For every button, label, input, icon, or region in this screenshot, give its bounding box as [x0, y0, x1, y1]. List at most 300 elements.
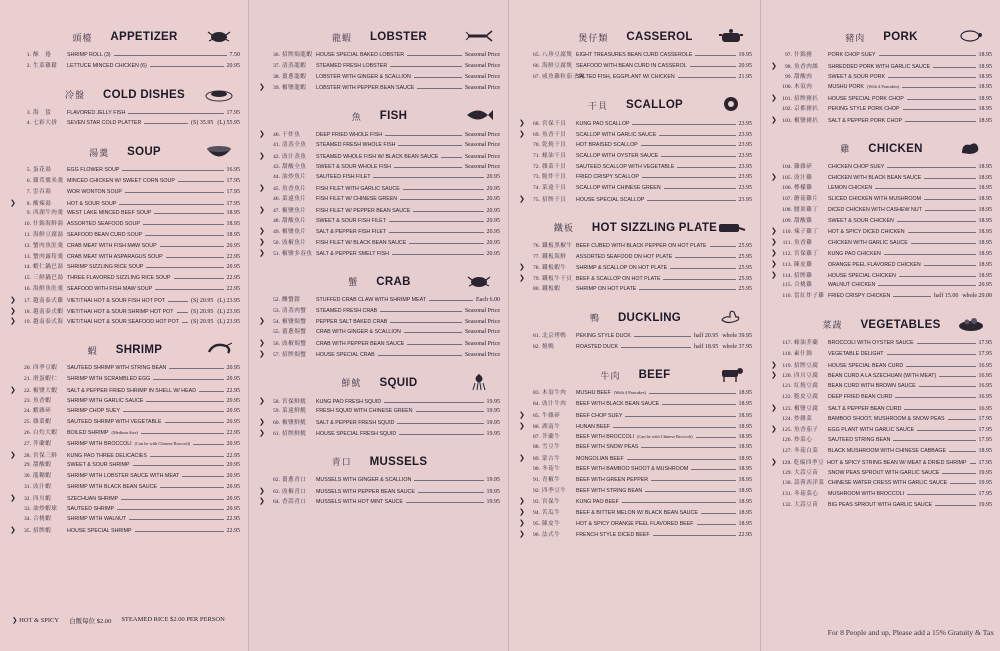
pepper-icon: ❯: [259, 238, 265, 247]
item-name-cn: 龍糊蝦: [33, 473, 52, 480]
menu-item: [259, 205, 500, 216]
menu-item: [519, 453, 752, 464]
item-name-cn: 冬菇菜心: [794, 491, 819, 498]
item-price: 18.95: [978, 63, 992, 70]
item-name-cn: 椒鹽鮮魷: [282, 420, 307, 427]
item-price: 18.95: [978, 229, 992, 236]
item-name-cn: 芥蘭蝦: [33, 440, 52, 447]
item-name-cn: 雜菜蝦: [33, 419, 52, 426]
item-name: STEAMED FRESH WHOLE FISH: [316, 141, 396, 148]
item-number: 12.: [24, 242, 31, 249]
item-price: 20.95: [226, 462, 240, 469]
item-name: FRESH SQUID WITH CHINESE GREEN: [316, 408, 413, 415]
item-price: 18.95: [738, 476, 752, 483]
menu-item: [10, 417, 240, 428]
item-name: SHRIMP & SCALLOP ON HOT PLATE: [576, 265, 668, 272]
item-name: SALT & PEPPER FRESH SQUID: [316, 420, 395, 427]
item-number: 31.: [24, 483, 31, 490]
item-name-cn: 滑蛋蝦仁: [33, 375, 58, 382]
item-name: CRAB WITH PEPPER BEAN SAUCE: [316, 340, 405, 347]
leader-line: [166, 252, 224, 258]
section-header: [259, 271, 500, 293]
item-price: 18.95: [738, 444, 752, 451]
item-number: 9.: [26, 210, 31, 217]
item-price-large: (L) 23.95: [217, 297, 240, 304]
item-number: 122.: [782, 393, 792, 400]
rice-price-cn: 白飯每位 $2.00: [69, 618, 112, 625]
item-name-cn: 當紅炸子雞: [794, 293, 825, 300]
item-name: CHICKEN WITH GARLIC SAUCE: [828, 240, 908, 247]
item-price: 19.95: [978, 501, 992, 508]
menu-item: [771, 72, 992, 83]
section-header: [771, 138, 992, 160]
menu-item: [259, 129, 500, 140]
item-number: 119.: [782, 362, 792, 369]
pepper-icon: ❯: [519, 410, 525, 419]
item-name-cn: 雲吞湯: [33, 188, 52, 195]
menu-item: [10, 176, 240, 187]
menu-item: [519, 194, 752, 205]
item-price: 22.95: [226, 516, 240, 523]
leader-line: [150, 61, 224, 67]
pepper-icon: ❯: [771, 238, 777, 247]
item-number: 106.: [782, 185, 792, 192]
item-price: 16.95: [978, 362, 992, 369]
section-title-cn: 頭檯: [72, 32, 93, 43]
item-name-cn: 腰果雞丁: [794, 206, 819, 213]
leader-line: [380, 306, 462, 312]
pepper-icon: ❯: [259, 428, 265, 437]
menu-item: [259, 486, 500, 497]
section-header: [771, 314, 992, 336]
menu-section: [519, 94, 752, 204]
item-name: HOUSE SPECIAL SCALLOP: [576, 196, 645, 203]
leader-line: [389, 227, 483, 233]
item-name: FRIED CRISPY CHICKEN: [828, 293, 891, 300]
item-number: 28.: [24, 452, 31, 459]
item-number: 58.: [273, 398, 280, 405]
item-number: 120.: [782, 373, 792, 380]
fish-icon: [464, 106, 494, 124]
item-name: SHRIMP CHOP SUEY: [67, 408, 121, 415]
item-name: HOUSE SPECIAL SHRIMP: [67, 528, 132, 535]
pepper-icon: ❯: [10, 493, 16, 502]
item-name-cn: 湖南牛: [542, 423, 561, 430]
leader-line: [917, 425, 975, 431]
item-price: 16.95: [978, 393, 992, 400]
leader-line: [392, 249, 484, 255]
item-price: Seasonal Price: [464, 153, 500, 160]
pepper-icon: ❯: [10, 198, 16, 207]
item-name-cn: 清蒸龍蝦: [282, 62, 307, 69]
menu-item: [519, 464, 752, 475]
item-name: SHRIMP WITH BLACK BEAN SAUCE: [67, 483, 157, 490]
leader-line: [135, 526, 224, 532]
leader-line: [373, 172, 483, 178]
item-number: 14.: [24, 264, 31, 271]
item-number: 103.: [782, 117, 792, 124]
item-price: 16.95: [978, 383, 992, 390]
item-number: 53.: [273, 307, 280, 314]
item-name: STEAMED FRESH LOBSTER: [316, 62, 388, 69]
leader-line: [639, 284, 735, 290]
item-number: 117.: [782, 339, 792, 346]
item-name: CRAB MEAT WITH ASPARAGUS SOUP: [67, 253, 163, 260]
item-price: 16.95: [978, 405, 992, 412]
item-number: 88.: [533, 444, 540, 451]
item-name-cn: 越南泰式蝦: [33, 308, 64, 315]
item-name-cn: 薑蔥焗蟹: [282, 329, 307, 336]
menu-item: [771, 457, 992, 468]
item-number: 100.: [782, 84, 792, 91]
shell-icon: [716, 95, 746, 113]
item-number: 83.: [533, 390, 540, 397]
item-name: BAMBOO SHOOT, MUSHROOM & SNOW PEAS: [828, 415, 945, 422]
item-price: 18.95: [738, 520, 752, 527]
pepper-icon: ❯: [771, 227, 777, 236]
item-name-cn: 鐵板黑椒牛: [542, 242, 573, 249]
item-price-large: whole 37.95: [722, 343, 752, 350]
item-name-cn: 雞茸粟米羹: [33, 177, 64, 184]
item-number: 42.: [273, 153, 280, 160]
leader-line: [416, 406, 484, 412]
item-price: 23.95: [738, 185, 752, 192]
item-price: 23.95: [738, 141, 752, 148]
item-number: 125.: [782, 427, 792, 434]
leader-line: [675, 252, 735, 258]
item-number: 89.: [533, 456, 540, 463]
leader-line: [178, 176, 224, 182]
item-price: 7.50: [229, 52, 240, 58]
leader-line: [414, 72, 462, 78]
item-price: half 18.95: [694, 343, 719, 350]
item-price: 17.95: [978, 350, 992, 357]
menu-section: [519, 307, 752, 353]
item-price-large: (L) 55.95: [217, 120, 240, 127]
leader-line: [908, 227, 976, 233]
item-name: KUNG PAO SCALLOP: [576, 121, 630, 128]
item-name: EGG PLANT WITH GARLIC SAUCE: [828, 427, 915, 434]
item-name-cn: 蝦仁鍋巴湯: [33, 264, 64, 271]
menu-item: [10, 118, 240, 129]
item-name-cn: 七彩大拼: [33, 120, 58, 127]
item-number: 130.: [782, 480, 792, 487]
item-name-cn: 八珍豆腐煲: [542, 52, 573, 58]
leader-line: [942, 468, 975, 474]
item-price: 25.95: [738, 285, 752, 292]
item-price: 22.95: [226, 528, 240, 535]
leader-line: [897, 216, 976, 222]
menu-item: [259, 428, 500, 439]
menu-section: [10, 84, 240, 130]
item-number: 36.: [273, 52, 280, 58]
item-name-cn: 招牌焗蟹: [282, 351, 307, 358]
item-price: 18.95: [978, 117, 992, 124]
item-price: 19.95: [978, 480, 992, 487]
item-number: 91.: [533, 476, 540, 483]
item-number: 94.: [533, 510, 540, 517]
leader-line: [406, 497, 484, 503]
menu-item: [10, 471, 240, 482]
item-price: 22.95: [226, 387, 240, 394]
pepper-icon: ❯: [519, 454, 525, 463]
item-name-cn: 鐵板海鮮: [542, 253, 567, 260]
pepper-icon: ❯: [259, 83, 265, 92]
item-name: SNOW PEAS SPROUT WITH GARLIC SAUCE: [828, 469, 940, 476]
item-price: 18.95: [978, 84, 992, 91]
section-header: [519, 217, 752, 239]
menu-item: [10, 363, 240, 374]
leader-line: [389, 216, 484, 222]
leader-line: [182, 471, 223, 477]
item-price: 17.95: [978, 459, 992, 466]
item-name-cn: 干炸魚: [282, 132, 301, 139]
item-name-cn: 乾燒干貝: [542, 141, 567, 148]
section-title: COLD DISHES: [103, 88, 185, 101]
item-number: 6.: [26, 177, 31, 184]
item-name: BEEF CUBED WITH BLACK PEPPER ON HOT PLATE: [576, 242, 707, 249]
item-price: 18.95: [738, 433, 752, 440]
leader-line: [917, 338, 976, 344]
item-number: 34.: [24, 516, 31, 523]
item-name-cn: 辣子雞丁: [794, 229, 819, 236]
item-number: 123.: [782, 405, 792, 412]
item-number: 45.: [273, 186, 280, 193]
item-price: 18.95: [978, 240, 992, 247]
item-number: 26.: [24, 429, 31, 436]
item-name-cn: 木須肉: [794, 84, 813, 91]
item-price: 20.95: [486, 240, 500, 247]
item-price: 16.95: [978, 373, 992, 380]
leader-line: [154, 208, 223, 214]
menu-item: [10, 50, 240, 61]
leader-line: [895, 392, 975, 398]
item-name: STEAMED WHOLE FISH W/ BLACK BEAN SAUCE: [316, 153, 439, 160]
menu-item: [10, 374, 240, 385]
item-name-cn: 蟹肉露筍羹: [33, 253, 64, 260]
item-name: FISH FILET W/ BLACK BEAN SAUCE: [316, 240, 407, 247]
leader-line: [622, 497, 736, 503]
item-price: 18.95: [738, 510, 752, 517]
item-number: 7.: [26, 188, 31, 195]
leader-line: [899, 271, 976, 277]
item-name-cn: 海鮮豆腐湯: [33, 231, 64, 238]
item-number: 129.: [782, 469, 792, 476]
menu-item: [259, 496, 500, 507]
leader-line: [160, 482, 224, 488]
item-name: BEEF WITH STRING BEAN: [576, 487, 643, 494]
item-number: 49.: [273, 229, 280, 236]
leader-line: [199, 386, 223, 392]
section-title-cn: 蟹: [348, 277, 359, 288]
item-price: 19.95: [486, 499, 500, 506]
section-title-cn: 鴨: [589, 313, 600, 324]
menu-item: [259, 406, 500, 417]
item-number: 98.: [785, 63, 792, 70]
item-price: 19.95: [978, 469, 992, 476]
item-price: Seasonal Price: [464, 141, 500, 148]
item-price: 18.95: [978, 96, 992, 103]
bowl-icon: [204, 142, 234, 160]
pepper-icon: ❯: [771, 173, 777, 182]
item-name-cn: 四季豆牛: [542, 487, 567, 494]
item-name: BEEF WITH BLACK BEAN SAUCE: [576, 401, 660, 408]
section-header: [259, 372, 500, 394]
menu-item: [771, 216, 992, 227]
item-number: 48.: [273, 217, 280, 224]
item-price: 20.95: [738, 62, 752, 69]
menu-item: [10, 406, 240, 417]
menu-item: [771, 115, 992, 126]
item-number: 95.: [533, 520, 540, 527]
pepper-icon: ❯: [519, 274, 525, 283]
item-name: CHINESE WATER CRESS WITH GARLIC SAUCE: [828, 480, 948, 487]
leader-line: [621, 342, 691, 348]
menu-item: [10, 108, 240, 119]
leader-line: [174, 273, 224, 279]
menu-item: [771, 237, 992, 248]
pepper-icon: ❯: [771, 360, 777, 369]
item-name-cn: 青椒牛: [542, 476, 561, 483]
menu-item: [519, 252, 752, 263]
menu-item: [519, 151, 752, 162]
item-number: 90.: [533, 465, 540, 472]
item-price: 19.95: [486, 430, 500, 437]
item-name: SCALLOP WITH OYSTER SAUCE: [576, 152, 659, 159]
item-name-cn: 四川豆腐: [794, 373, 819, 380]
leader-line: [641, 140, 736, 146]
pepper-icon: ❯: [259, 497, 265, 506]
leader-line: [670, 263, 735, 269]
menu-item: [259, 248, 500, 259]
pepper-icon: ❯: [259, 349, 265, 358]
item-number: 37.: [273, 62, 280, 69]
menu-item: [519, 518, 752, 529]
item-name-cn: 豉椒青口: [282, 488, 307, 495]
pepper-icon: ❯: [519, 421, 525, 430]
item-number: 128.: [781, 459, 792, 466]
item-name-cn: 清蒸全魚: [282, 141, 307, 148]
item-name-cn: 酸辣湯: [33, 200, 52, 207]
item-name-cn: 雪豆牛: [542, 444, 561, 451]
item-price: 17.95: [226, 200, 240, 207]
leader-line: [645, 486, 735, 492]
lobster-icon: [464, 27, 494, 45]
item-name-cn: 魚香雞: [794, 240, 813, 247]
item-price: 20.95: [226, 440, 240, 447]
item-name-cn: 酥 捲: [33, 52, 52, 58]
menu-item: [10, 295, 240, 306]
item-name-cn: 脆皮豆腐: [794, 393, 819, 400]
item-number: 20.: [24, 365, 31, 372]
menu-item: [519, 262, 752, 273]
item-name-cn: 招牌豆腐: [794, 362, 819, 369]
section-title: SOUP: [127, 146, 161, 159]
item-price: (S) 20.95: [190, 308, 214, 315]
menu-item: [519, 388, 752, 399]
item-price: Each 6.00: [476, 296, 500, 303]
section-header: [519, 364, 752, 386]
item-price: 22.95: [226, 275, 240, 282]
menu-item: [519, 432, 752, 443]
item-name-cn: 海鮮豆腐煲: [542, 62, 573, 69]
item-price: 18.95: [978, 195, 992, 202]
item-name: HOT & SOUR SOUP: [67, 200, 117, 207]
menu-item: [259, 338, 500, 349]
leader-line: [123, 406, 223, 412]
item-name: ASSORTED SEAFOOD ON HOT PLATE: [576, 253, 673, 260]
item-name-cn: 苦瓜牛: [542, 510, 561, 517]
menu-item: [10, 514, 240, 525]
pot-icon: [716, 27, 746, 45]
shrimp-icon: [204, 340, 234, 358]
leader-line: [696, 432, 736, 438]
item-price: 25.95: [738, 265, 752, 272]
leader-line: [907, 94, 976, 100]
leader-line: [414, 475, 483, 481]
section-title-cn: 冷盤: [65, 90, 86, 101]
section-header: [519, 307, 752, 329]
item-number: 66.: [533, 62, 540, 69]
menu-section: [10, 141, 240, 327]
item-number: 3.: [26, 109, 31, 116]
menu-item: [259, 226, 500, 237]
item-name-cn: 椒鹽豆腐: [794, 405, 819, 412]
item-price: Seasonal Price: [464, 307, 500, 314]
menu-item: [771, 194, 992, 205]
gratuity-notice: For 8 People and up, Please add a 15% Gratuity & Tax: [827, 628, 994, 637]
pepper-icon: ❯: [259, 184, 265, 193]
item-name-cn: 椒鹽魚片: [282, 207, 307, 214]
leader-line: [948, 414, 976, 420]
section-title-cn: 牛肉: [600, 370, 621, 381]
pepper-icon: ❯: [771, 270, 777, 279]
menu-item: [259, 295, 500, 306]
item-price: 20.95: [226, 483, 240, 490]
item-name: MUSSELS WITH HOT MINT SAUCE: [316, 499, 403, 506]
leader-line: [710, 241, 736, 247]
item-price: Seasonal Price: [464, 329, 500, 336]
item-number: 43.: [273, 163, 280, 170]
item-name: CRAB MEAT WITH FISH MAW SOUP: [67, 242, 157, 249]
item-name: FISH FILET W/ PEPPER BEAN SAUCE: [316, 207, 411, 214]
item-name: SEAFOOD WITH FISH MAW SOUP: [67, 285, 153, 292]
section-header: [10, 141, 240, 163]
item-name-cn: 素什錦: [794, 350, 813, 357]
menu-section: [259, 105, 500, 259]
menu-item: [771, 50, 992, 61]
item-name: SHRIMP ON HOT PLATE: [576, 285, 637, 292]
leader-line: [390, 317, 462, 323]
item-name: HOT & SPICY DICED CHICKEN: [828, 229, 905, 236]
section-title-cn: 龍蝦: [331, 32, 352, 43]
item-number: 99.: [785, 73, 792, 80]
item-note: (With 4 Pancakes): [866, 84, 900, 90]
menu-item: [519, 331, 752, 342]
menu-item: [519, 72, 752, 83]
item-name-cn: 炒菜心: [794, 437, 813, 444]
item-name: MONGOLIAN BEEF: [576, 456, 624, 463]
menu-item: [10, 396, 240, 407]
leader-line: [143, 219, 224, 225]
menu-panel-4: [760, 0, 1000, 651]
leader-line: [663, 274, 735, 280]
item-price: 19.95: [486, 398, 500, 405]
item-number: 65.: [533, 52, 540, 58]
item-price: Seasonal Price: [464, 85, 500, 92]
pepper-icon: ❯: [519, 194, 525, 203]
item-name: PEPPER SALT BAKED CRAB: [316, 319, 388, 326]
